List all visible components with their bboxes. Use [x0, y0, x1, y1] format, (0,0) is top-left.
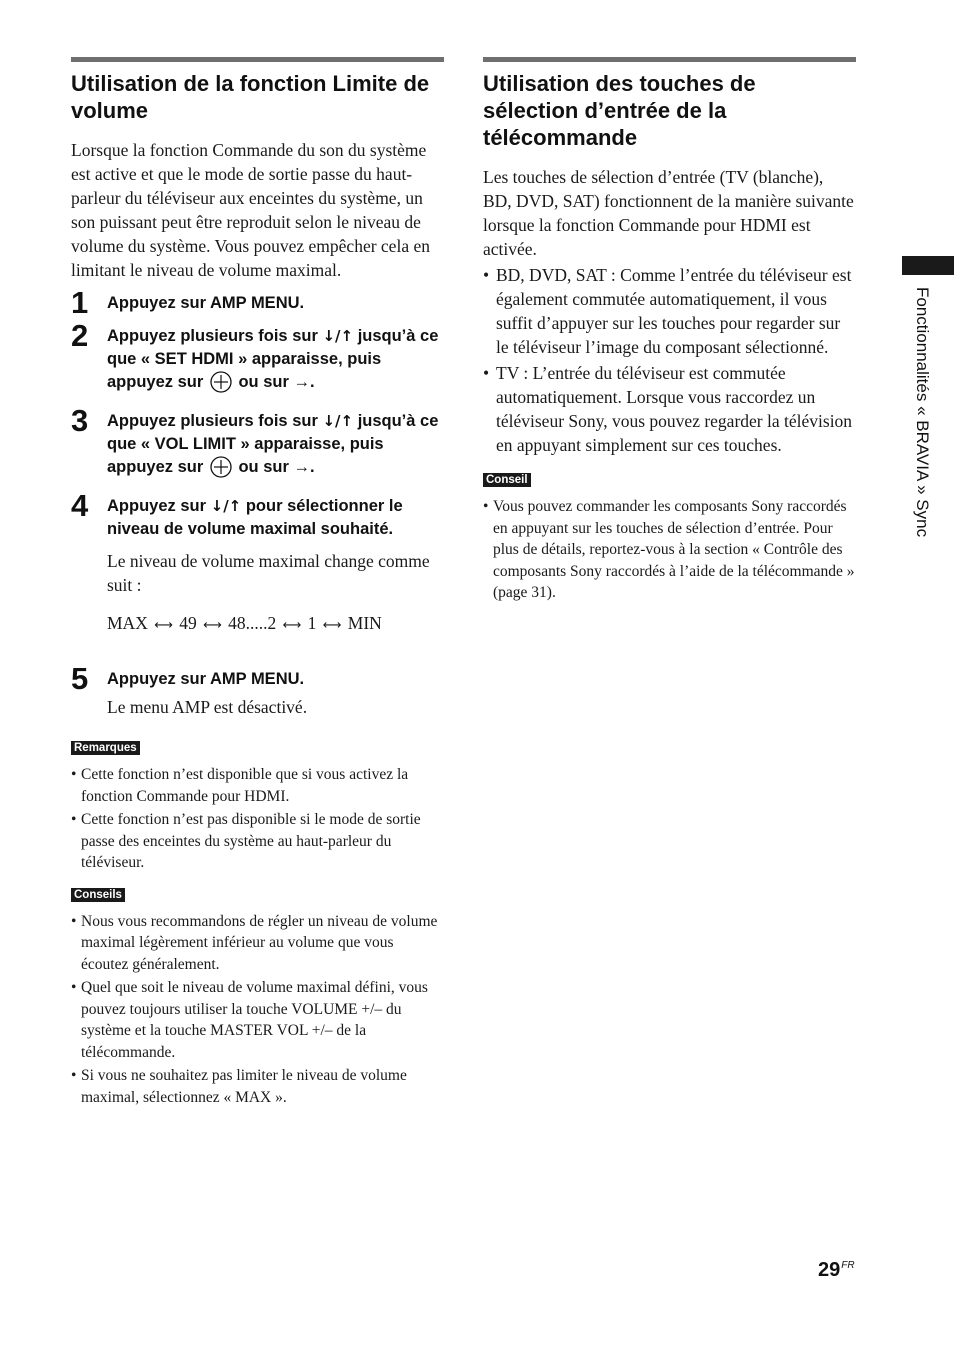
page-number: [818, 1259, 855, 1282]
step-number: 2: [71, 318, 89, 353]
remarques-list: [71, 764, 444, 874]
step-number: 1: [71, 285, 89, 320]
list-item: • BD, DVD, SAT : Comme l’entrée du téléviseur est également commutée automatiquement, il vous suffit d’appuyer sur les touches pour regarder sur le téléviseur l’image du composant sélectionné.: [483, 263, 856, 359]
scale-value: MAX: [107, 613, 148, 633]
step-title: [107, 495, 444, 541]
conseils-section: [71, 884, 444, 1109]
step-text: Appuyez plusieurs fois sur: [107, 327, 318, 345]
double-arrow-icon: ⟷: [203, 618, 222, 633]
input-key-list: [483, 263, 856, 457]
intro-paragraph: Lorsque la fonction Commande du son du système est active et que le mode de sortie passe du haut-parleur du téléviseur aux enceintes du système, un son puissant peut être reproduit selon le niveau de volume du système. Vous pouvez empêcher cela en limitant le niveau de volume maximal.: [71, 140, 430, 280]
step-1: [71, 285, 444, 320]
step-2: [71, 318, 444, 400]
step-title: [107, 410, 444, 485]
scale-value: 49: [179, 613, 197, 633]
double-arrow-icon: ⟷: [154, 618, 173, 633]
conseils-list: [71, 911, 444, 1109]
double-arrow-icon: ⟷: [322, 618, 342, 633]
enter-button-icon: [210, 456, 232, 485]
volume-scale: [107, 611, 444, 638]
left-column: [71, 57, 444, 1110]
step-number: 3: [71, 403, 89, 438]
list-item: • TV : L’entrée du téléviseur est commutée automatiquement. Lorsque vous raccordez un téléviseur Sony, vous pouvez regarder la télévision en appuyant simplement sur ces touches.: [483, 361, 856, 457]
step-3: [71, 403, 444, 485]
step-text: jusqu’à ce que « VOL LIMIT » apparaisse, puis appuyez sur: [107, 412, 439, 476]
step-text: ou sur →.: [238, 373, 315, 391]
step-title: Appuyez sur AMP MENU.: [107, 294, 305, 312]
step-number: 5: [71, 661, 89, 696]
chapter-tab-marker: [902, 256, 954, 275]
scale-value: MIN: [347, 613, 382, 633]
chapter-side-label: Fonctionnalités « BRAVIA » Sync: [913, 287, 932, 538]
right-column: [483, 57, 856, 606]
step-text: ou sur →.: [238, 458, 315, 476]
step-title: [107, 325, 444, 400]
step-4: [71, 488, 444, 638]
step-text: Appuyez plusieurs fois sur: [107, 412, 318, 430]
note-item: • Vous pouvez commander les composants Sony raccordés en appuyant sur les touches de sélection d’entrée. Pour plus de détails, reportez-vous à la section « Contrôle des composants Sony raccordés à l’aide de la télécommande » (page 31).: [483, 496, 856, 604]
up-down-arrow-icon: ↓/↑: [210, 497, 242, 515]
note-item: • Cette fonction n’est pas disponible si le mode de sortie passe des enceintes du système au haut-parleur du téléviseur.: [71, 809, 444, 874]
note-item: • Cette fonction n’est disponible que si vous activez la fonction Commande pour HDMI.: [71, 764, 444, 807]
note-item: • Nous vous recommandons de régler un niveau de volume maximal légèrement inférieur au volume que vous écoutez généralement.: [71, 911, 444, 976]
step-text: jusqu’à ce que « SET HDMI » apparaisse, puis appuyez sur: [107, 327, 439, 391]
step-description: Le niveau de volume maximal change comme suit :: [107, 551, 430, 595]
scale-value: 48.....2: [228, 613, 277, 633]
scale-value: 1: [307, 613, 317, 633]
page-number-value: 29: [818, 1259, 841, 1281]
step-title: Appuyez sur AMP MENU.: [107, 670, 305, 688]
step-description: Le menu AMP est désactivé.: [107, 697, 308, 717]
enter-button-icon: [210, 371, 232, 400]
conseil-list: [483, 496, 856, 604]
step-number: 4: [71, 488, 89, 523]
note-item: • Quel que soit le niveau de volume maximal défini, vous pouvez toujours utiliser la touche VOLUME +/– du système et la touche MASTER VOL +/– de la télécommande.: [71, 977, 444, 1063]
section-rule: [71, 57, 444, 62]
section-rule: [483, 57, 856, 62]
up-down-arrow-icon: ↓/↑: [322, 327, 354, 345]
intro-paragraph: Les touches de sélection d’entrée (TV (blanche), BD, DVD, SAT) fonctionnent de la manière suivante lorsque la fonction Commande pour HDMI est activée.: [483, 167, 854, 259]
note-item: • Si vous ne souhaitez pas limiter le niveau de volume maximal, sélectionnez « MAX ».: [71, 1065, 444, 1108]
up-down-arrow-icon: ↓/↑: [322, 412, 354, 430]
section-heading: Utilisation de la fonction Limite de volume: [71, 71, 430, 123]
step-text: pour sélectionner le niveau de volume maximal souhaité.: [107, 497, 403, 538]
remarques-label: Remarques: [71, 741, 140, 755]
double-arrow-icon: ⟷: [282, 618, 302, 633]
section-heading: Utilisation des touches de sélection d’entrée de la télécommande: [483, 71, 756, 150]
conseil-section: [483, 469, 856, 604]
remarques-section: [71, 737, 444, 874]
conseils-label: Conseils: [71, 888, 125, 902]
step-text: Appuyez sur: [107, 497, 207, 515]
conseil-label: Conseil: [483, 473, 531, 487]
step-5: [71, 661, 444, 719]
page-language-suffix: FR: [841, 1260, 855, 1271]
